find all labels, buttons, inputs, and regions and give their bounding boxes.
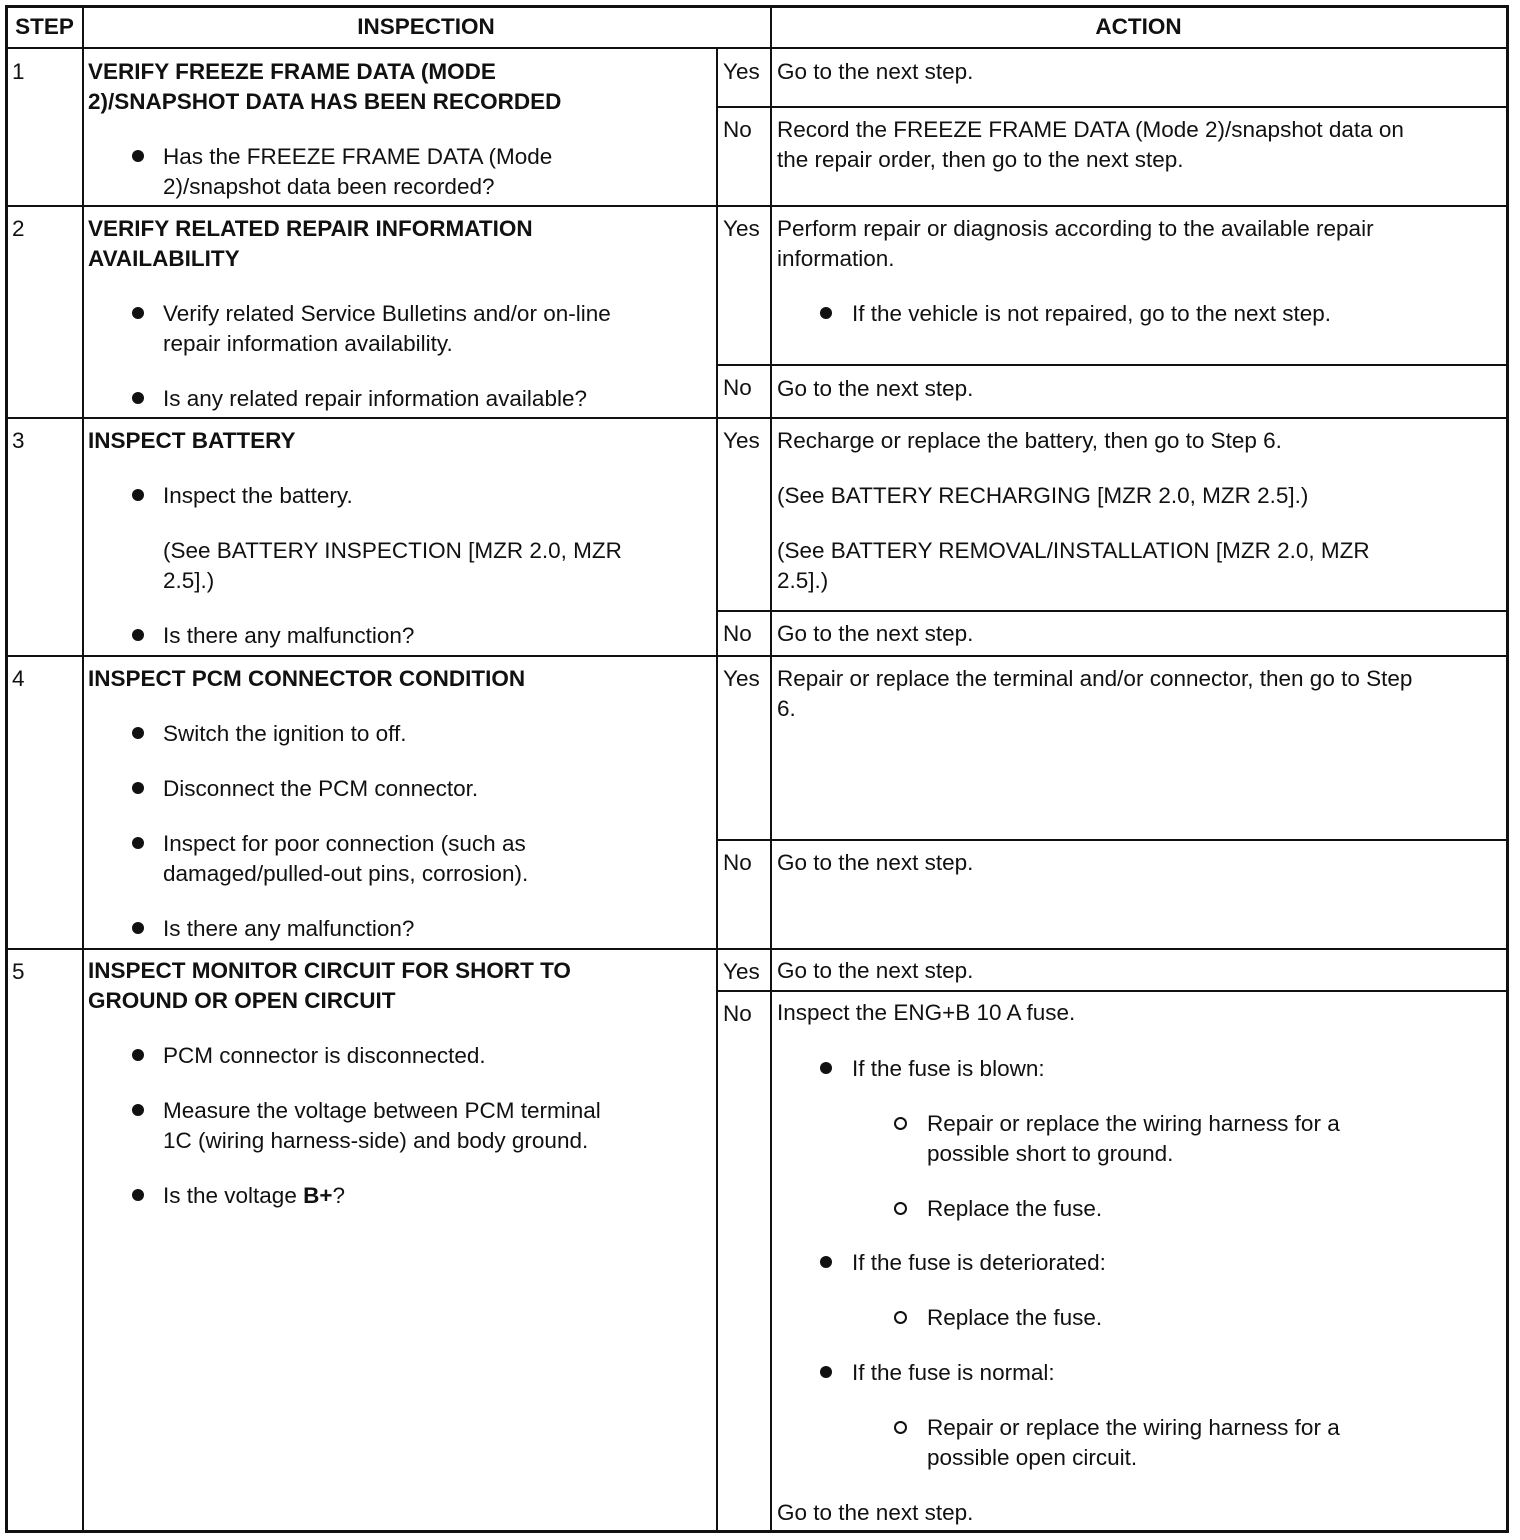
reference-note: (See BATTERY RECHARGING [MZR 2.0, MZR 2.5].) [777, 483, 1309, 508]
yes-action: Perform repair or diagnosis according to the available repair [777, 216, 1374, 241]
table-border-right [1506, 5, 1509, 1533]
bullet-icon [132, 1049, 144, 1061]
no-label: No [723, 621, 752, 646]
bullet-text: Verify related Service Bulletins and/or on-line [163, 301, 611, 326]
column-divider-yesno [716, 48, 718, 1532]
table-border-left [5, 5, 8, 1533]
yes-label: Yes [723, 428, 760, 453]
bullet-text: Has the FREEZE FRAME DATA (Mode [163, 144, 553, 169]
yes-no-divider-3 [716, 610, 1507, 612]
table-border-bottom [5, 1530, 1509, 1533]
yes-action: Go to the next step. [777, 958, 974, 983]
yes-label: Yes [723, 59, 760, 84]
step-title: AVAILABILITY [88, 246, 240, 271]
action-bullet-text: If the fuse is deteriorated: [852, 1250, 1106, 1275]
bullet-icon [132, 489, 144, 501]
action-sub-bullet-text: possible short to ground. [927, 1141, 1174, 1166]
step-title: INSPECT MONITOR CIRCUIT FOR SHORT TO [88, 958, 571, 983]
no-action: the repair order, then go to the next step. [777, 147, 1184, 172]
step-number: 1 [12, 59, 25, 84]
header-step: STEP [15, 14, 74, 39]
no-action: Go to the next step. [777, 376, 974, 401]
row-divider-1 [7, 205, 1507, 207]
action-bullet-text: If the fuse is normal: [852, 1360, 1055, 1385]
no-label: No [723, 1001, 752, 1026]
action-bullet-icon [820, 1062, 832, 1074]
step-title: INSPECT BATTERY [88, 428, 296, 453]
action-sub-bullet-text: possible open circuit. [927, 1445, 1138, 1470]
header-divider [7, 47, 1507, 49]
bullet-icon [132, 1189, 144, 1201]
action-bullet-icon [820, 1366, 832, 1378]
action-bullet-icon [820, 307, 832, 319]
yes-action: Recharge or replace the battery, then go to Step 6. [777, 428, 1282, 453]
bullet-icon [132, 307, 144, 319]
yes-no-divider-5 [716, 990, 1507, 992]
step-number: 3 [12, 428, 25, 453]
bullet-icon [132, 629, 144, 641]
no-action: Go to the next step. [777, 850, 974, 875]
yes-action: Go to the next step. [777, 59, 974, 84]
step-title: 2)/SNAPSHOT DATA HAS BEEN RECORDED [88, 89, 562, 114]
bullet-text: Inspect for poor connection (such as [163, 831, 526, 856]
no-action-final: Go to the next step. [777, 1500, 974, 1525]
yes-no-divider-2 [716, 364, 1507, 366]
bullet-text: Switch the ignition to off. [163, 721, 407, 746]
row-divider-2 [7, 417, 1507, 419]
no-label: No [723, 850, 752, 875]
action-sub-bullet-text: Repair or replace the wiring harness for a [927, 1415, 1340, 1440]
step-number: 5 [12, 959, 25, 984]
no-label: No [723, 375, 752, 400]
yes-no-divider-1 [716, 106, 1507, 108]
step-title: VERIFY FREEZE FRAME DATA (MODE [88, 59, 496, 84]
bullet-text: PCM connector is disconnected. [163, 1043, 486, 1068]
action-bullet-icon [820, 1256, 832, 1268]
table-border-top [5, 5, 1509, 8]
bullet-text: 2)/snapshot data been recorded? [163, 174, 495, 199]
bullet-text-bold: B+ [303, 1183, 333, 1208]
bullet-text: 1C (wiring harness-side) and body ground. [163, 1128, 589, 1153]
bullet-text: Measure the voltage between PCM terminal [163, 1098, 601, 1123]
reference-note: (See BATTERY INSPECTION [MZR 2.0, MZR [163, 538, 622, 563]
row-divider-3 [7, 655, 1507, 657]
reference-note: (See BATTERY REMOVAL/INSTALLATION [MZR 2.0, MZR [777, 538, 1370, 563]
bullet-text-prefix: Is the voltage [163, 1183, 304, 1208]
action-sub-bullet-text: Repair or replace the wiring harness for a [927, 1111, 1340, 1136]
yes-label: Yes [723, 959, 760, 984]
step-number: 2 [12, 216, 25, 241]
bullet-icon [132, 837, 144, 849]
no-action: Record the FREEZE FRAME DATA (Mode 2)/snapshot data on [777, 117, 1404, 142]
reference-note: 2.5].) [163, 568, 215, 593]
bullet-icon [132, 727, 144, 739]
no-action: Inspect the ENG+B 10 A fuse. [777, 1000, 1076, 1025]
bullet-icon [132, 782, 144, 794]
action-sub-bullet-icon [894, 1421, 907, 1434]
action-sub-bullet-text: Replace the fuse. [927, 1196, 1103, 1221]
no-action: Go to the next step. [777, 621, 974, 646]
action-sub-bullet-text: Replace the fuse. [927, 1305, 1103, 1330]
yes-action: Repair or replace the terminal and/or connector, then go to Step [777, 666, 1413, 691]
reference-note: 2.5].) [777, 568, 829, 593]
header-inspection: INSPECTION [357, 14, 495, 39]
yes-action: information. [777, 246, 895, 271]
bullet-text-suffix: ? [332, 1183, 345, 1208]
action-sub-bullet-icon [894, 1311, 907, 1324]
column-divider-action [770, 5, 772, 1532]
action-bullet-text: If the fuse is blown: [852, 1056, 1045, 1081]
no-label: No [723, 117, 752, 142]
row-divider-4 [7, 948, 1507, 950]
bullet-text: Inspect the battery. [163, 483, 353, 508]
header-action: ACTION [1095, 14, 1182, 39]
yes-no-divider-4 [716, 839, 1507, 841]
step-title: GROUND OR OPEN CIRCUIT [88, 988, 396, 1013]
step-number: 4 [12, 666, 25, 691]
bullet-text: Is there any malfunction? [163, 916, 415, 941]
bullet-text: Disconnect the PCM connector. [163, 776, 479, 801]
yes-label: Yes [723, 216, 760, 241]
yes-action: 6. [777, 696, 796, 721]
bullet-icon [132, 392, 144, 404]
action-bullet-text: If the vehicle is not repaired, go to the next step. [852, 301, 1332, 326]
column-divider-step [82, 5, 84, 1532]
step-title: INSPECT PCM CONNECTOR CONDITION [88, 666, 526, 691]
bullet-icon [132, 150, 144, 162]
bullet-icon [132, 1104, 144, 1116]
bullet-text [163, 1181, 345, 1211]
bullet-text: damaged/pulled-out pins, corrosion). [163, 861, 529, 886]
bullet-text: Is any related repair information available? [163, 386, 587, 411]
bullet-icon [132, 922, 144, 934]
yes-label: Yes [723, 666, 760, 691]
bullet-text: Is there any malfunction? [163, 623, 415, 648]
action-sub-bullet-icon [894, 1117, 907, 1130]
bullet-text: repair information availability. [163, 331, 453, 356]
step-title: VERIFY RELATED REPAIR INFORMATION [88, 216, 533, 241]
action-sub-bullet-icon [894, 1202, 907, 1215]
